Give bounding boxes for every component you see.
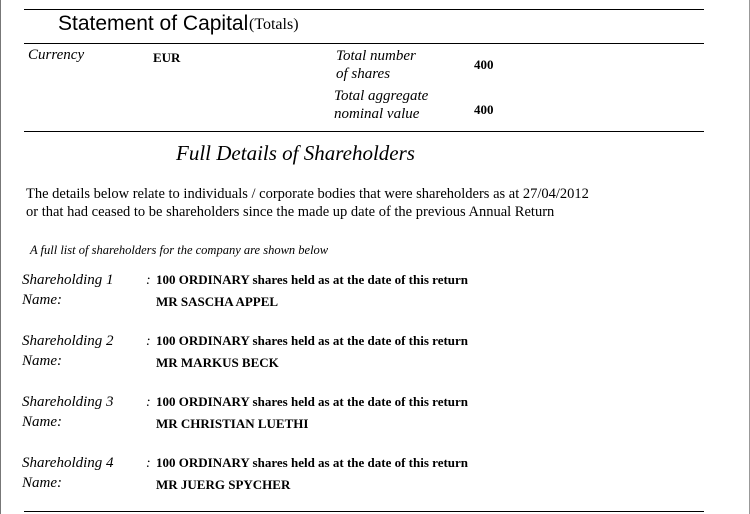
shareholding-4-name: MR JUERG SPYCHER bbox=[156, 477, 291, 492]
aggregate-label-line1: Total aggregate bbox=[334, 88, 429, 104]
page-left-edge bbox=[0, 0, 1, 514]
shareholding-1-name-label: Name: bbox=[22, 292, 62, 308]
shareholding-2-name: MR MARKUS BECK bbox=[156, 355, 279, 370]
total-shares-label-line1: Total number bbox=[336, 48, 416, 64]
shareholding-2-label: Shareholding 2 bbox=[22, 333, 114, 349]
aggregate-value: 400 bbox=[474, 102, 494, 117]
shareholders-title: Full Details of Shareholders bbox=[176, 141, 415, 165]
top-rule bbox=[24, 9, 704, 10]
shareholding-4-label: Shareholding 4 bbox=[22, 455, 114, 471]
shareholding-3-label: Shareholding 3 bbox=[22, 394, 114, 410]
shareholding-1-shares: 100 ORDINARY shares held as at the date of this return bbox=[156, 272, 469, 287]
shareholding-3-colon: : bbox=[146, 395, 151, 410]
shareholding-2-shares: 100 ORDINARY shares held as at the date of this return bbox=[156, 333, 469, 348]
capital-header-rule bbox=[24, 43, 704, 44]
shareholding-1-colon: : bbox=[146, 273, 151, 288]
capital-title: Statement of Capital bbox=[58, 12, 249, 35]
shareholding-3-shares: 100 ORDINARY shares held as at the date of this return bbox=[156, 394, 469, 409]
bottom-rule bbox=[24, 511, 704, 512]
shareholding-2-colon: : bbox=[146, 334, 151, 349]
total-shares-label-line2: of shares bbox=[336, 66, 391, 82]
shareholding-2-name-label: Name: bbox=[22, 353, 62, 369]
shareholding-4-shares: 100 ORDINARY shares held as at the date of this return bbox=[156, 455, 469, 470]
total-shares-value: 400 bbox=[474, 57, 494, 72]
shareholding-3-name-label: Name: bbox=[22, 414, 62, 430]
list-note: A full list of shareholders for the company are shown below bbox=[30, 243, 329, 257]
currency-label: Currency bbox=[28, 47, 85, 63]
aggregate-label-line2: nominal value bbox=[334, 106, 420, 122]
intro-line-1: The details below relate to individuals / corporate bodies that were shareholders as at 27/04/2012 bbox=[26, 186, 589, 202]
shareholding-4-name-label: Name: bbox=[22, 475, 62, 491]
shareholding-3-name: MR CHRISTIAN LUETHI bbox=[156, 416, 309, 431]
currency-value: EUR bbox=[153, 50, 181, 65]
capital-subtitle: (Totals) bbox=[249, 16, 299, 33]
capital-bottom-rule bbox=[24, 131, 704, 132]
intro-line-2: or that had ceased to be shareholders since the made up date of the previous Annual Return bbox=[26, 204, 555, 220]
shareholding-1-label: Shareholding 1 bbox=[22, 272, 114, 288]
shareholding-4-colon: : bbox=[146, 456, 151, 471]
shareholding-1-name: MR SASCHA APPEL bbox=[156, 294, 279, 309]
